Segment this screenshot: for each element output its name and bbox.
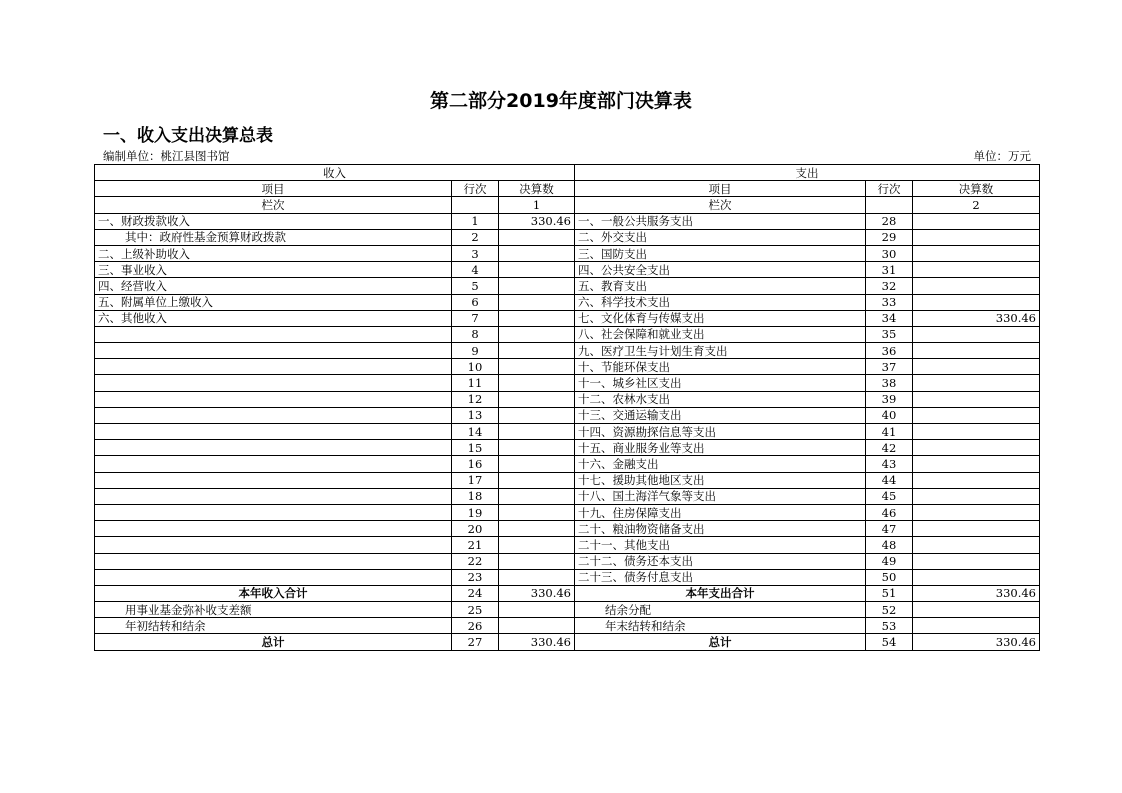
income-amount: [499, 359, 575, 375]
section-title: 一、收入支出决算总表: [103, 126, 273, 146]
table-row: [95, 472, 1040, 488]
income-item-label: 三、事业收入: [95, 262, 452, 278]
expense-amount: [913, 569, 1040, 585]
budget-summary-table: [94, 164, 1040, 651]
income-row-number: 13: [452, 407, 499, 423]
income-item-label: 六、其他收入: [95, 310, 452, 326]
income-item-label: [95, 424, 452, 440]
income-row-number: 5: [452, 278, 499, 294]
income-row-number: 9: [452, 343, 499, 359]
income-amount: [499, 618, 575, 634]
expense-row-number: 43: [866, 456, 913, 472]
table-row: [95, 294, 1040, 310]
income-amount: 330.46: [499, 585, 575, 601]
income-item-label: 用事业基金弥补收支差额: [95, 602, 452, 618]
expense-amount: [913, 440, 1040, 456]
income-amount: [499, 424, 575, 440]
income-row-number: 2: [452, 229, 499, 245]
income-amount: [499, 569, 575, 585]
expense-item-label: 二、外交支出: [575, 229, 866, 245]
income-item-label: 年初结转和结余: [95, 618, 452, 634]
table-row: [95, 262, 1040, 278]
expense-item-label: 十六、金融支出: [575, 456, 866, 472]
expense-item-label: 七、文化体育与传媒支出: [575, 310, 866, 326]
expense-amount: 330.46: [913, 585, 1040, 601]
income-amount: [499, 294, 575, 310]
income-amount: [499, 229, 575, 245]
income-item-header: 项目: [95, 181, 452, 197]
expense-amount-header: 决算数: [913, 181, 1040, 197]
table-row: [95, 569, 1040, 585]
expense-item-label: 八、社会保障和就业支出: [575, 326, 866, 342]
income-item-label: [95, 553, 452, 569]
income-row-number: 20: [452, 521, 499, 537]
income-item-label: [95, 569, 452, 585]
income-item-label: 总计: [95, 634, 452, 650]
income-amount: [499, 472, 575, 488]
expense-header: 支出: [575, 165, 1040, 181]
income-amount: [499, 310, 575, 326]
income-amount: 330.46: [499, 634, 575, 650]
expense-row-number: 42: [866, 440, 913, 456]
table-row: [95, 213, 1040, 229]
income-row-number: 12: [452, 391, 499, 407]
expense-item-label: 总计: [575, 634, 866, 650]
expense-item-label: 九、医疗卫生与计划生育支出: [575, 343, 866, 359]
expense-item-label: 十一、城乡社区支出: [575, 375, 866, 391]
income-item-label: [95, 343, 452, 359]
income-row-number: 17: [452, 472, 499, 488]
expense-amount: [913, 375, 1040, 391]
income-row-number: 1: [452, 213, 499, 229]
expense-amount: [913, 262, 1040, 278]
income-amount-header: 决算数: [499, 181, 575, 197]
income-row-number: 8: [452, 326, 499, 342]
expense-amount: [913, 472, 1040, 488]
expense-amount: 330.46: [913, 634, 1040, 650]
income-amount: [499, 343, 575, 359]
expense-amount: [913, 553, 1040, 569]
expense-item-label: 十四、资源勘探信息等支出: [575, 424, 866, 440]
expense-row-number: 40: [866, 407, 913, 423]
expense-amount: [913, 278, 1040, 294]
compiling-unit: 编制单位：桃江县图书馆: [103, 149, 230, 163]
income-item-label: [95, 472, 452, 488]
expense-item-label: 一、一般公共服务支出: [575, 213, 866, 229]
income-header: 收入: [95, 165, 575, 181]
income-row-number: 11: [452, 375, 499, 391]
expense-row-number: 48: [866, 537, 913, 553]
income-amount: [499, 553, 575, 569]
expense-item-label: 二十一、其他支出: [575, 537, 866, 553]
income-item-label: 一、财政拨款收入: [95, 213, 452, 229]
expense-col-number: 2: [913, 197, 1040, 213]
expense-amount: [913, 537, 1040, 553]
income-item-label: [95, 359, 452, 375]
expense-row-number: 30: [866, 245, 913, 261]
empty-cell: [866, 197, 913, 213]
table-row: [95, 310, 1040, 326]
income-row-number: 6: [452, 294, 499, 310]
expense-amount: [913, 521, 1040, 537]
expense-row-number: 34: [866, 310, 913, 326]
income-item-label: [95, 488, 452, 504]
expense-amount: [913, 326, 1040, 342]
expense-item-label: 十九、住房保障支出: [575, 504, 866, 520]
income-amount: [499, 245, 575, 261]
table-row: [95, 553, 1040, 569]
expense-row-number: 44: [866, 472, 913, 488]
table-row: [95, 343, 1040, 359]
income-amount: [499, 504, 575, 520]
income-item-label: 四、经营收入: [95, 278, 452, 294]
income-item-label: [95, 456, 452, 472]
header-row-sections: [95, 165, 1040, 181]
table-row: [95, 521, 1040, 537]
income-amount: [499, 407, 575, 423]
expense-item-label: 十、节能环保支出: [575, 359, 866, 375]
table-row: [95, 245, 1040, 261]
table-row: [95, 229, 1040, 245]
table-row: [95, 488, 1040, 504]
income-amount: [499, 375, 575, 391]
expense-col-label: 栏次: [575, 197, 866, 213]
expense-row-number: 33: [866, 294, 913, 310]
income-amount: [499, 262, 575, 278]
table-row: [95, 278, 1040, 294]
income-item-label: [95, 407, 452, 423]
income-item-label: [95, 375, 452, 391]
table-row: [95, 602, 1040, 618]
expense-row-number: 39: [866, 391, 913, 407]
table-row: [95, 618, 1040, 634]
expense-amount: [913, 391, 1040, 407]
income-col-number: 1: [499, 197, 575, 213]
income-amount: [499, 391, 575, 407]
expense-item-label: 四、公共安全支出: [575, 262, 866, 278]
income-amount: [499, 488, 575, 504]
expense-item-label: 结余分配: [575, 602, 866, 618]
expense-item-label: 二十、粮油物资储备支出: [575, 521, 866, 537]
income-amount: [499, 440, 575, 456]
expense-amount: [913, 602, 1040, 618]
expense-amount: [913, 618, 1040, 634]
income-row-number: 19: [452, 504, 499, 520]
income-row-number: 3: [452, 245, 499, 261]
income-amount: [499, 537, 575, 553]
expense-item-label: 十八、国土海洋气象等支出: [575, 488, 866, 504]
expense-amount: [913, 488, 1040, 504]
expense-row-number: 32: [866, 278, 913, 294]
income-row-number: 4: [452, 262, 499, 278]
income-item-label: [95, 504, 452, 520]
expense-amount: [913, 343, 1040, 359]
income-amount: [499, 278, 575, 294]
expense-row-number: 45: [866, 488, 913, 504]
table-row: [95, 407, 1040, 423]
expense-row-number: 51: [866, 585, 913, 601]
expense-amount: [913, 229, 1040, 245]
expense-row-number: 52: [866, 602, 913, 618]
income-rowno-header: 行次: [452, 181, 499, 197]
table-row: [95, 456, 1040, 472]
table-row: [95, 634, 1040, 650]
income-row-number: 18: [452, 488, 499, 504]
expense-amount: 330.46: [913, 310, 1040, 326]
expense-item-label: 十五、商业服务业等支出: [575, 440, 866, 456]
header-row-colnums: [95, 197, 1040, 213]
income-item-label: [95, 440, 452, 456]
income-row-number: 21: [452, 537, 499, 553]
expense-item-label: 三、国防支出: [575, 245, 866, 261]
table-row: [95, 391, 1040, 407]
income-item-label: [95, 537, 452, 553]
table-row: [95, 585, 1040, 601]
table-row: [95, 359, 1040, 375]
income-amount: [499, 456, 575, 472]
expense-row-number: 38: [866, 375, 913, 391]
expense-row-number: 29: [866, 229, 913, 245]
income-item-label: 其中：政府性基金预算财政拨款: [95, 229, 452, 245]
expense-row-number: 41: [866, 424, 913, 440]
income-row-number: 22: [452, 553, 499, 569]
expense-item-label: 六、科学技术支出: [575, 294, 866, 310]
income-amount: [499, 602, 575, 618]
expense-amount: [913, 213, 1040, 229]
table-row: [95, 504, 1040, 520]
income-item-label: [95, 521, 452, 537]
table-row: [95, 440, 1040, 456]
expense-item-header: 项目: [575, 181, 866, 197]
expense-amount: [913, 424, 1040, 440]
expense-row-number: 50: [866, 569, 913, 585]
income-amount: [499, 521, 575, 537]
income-item-label: [95, 391, 452, 407]
expense-item-label: 五、教育支出: [575, 278, 866, 294]
expense-amount: [913, 245, 1040, 261]
expense-row-number: 54: [866, 634, 913, 650]
income-item-label: 二、上级补助收入: [95, 245, 452, 261]
expense-row-number: 37: [866, 359, 913, 375]
income-item-label: 本年收入合计: [95, 585, 452, 601]
header-row-columns: [95, 181, 1040, 197]
expense-amount: [913, 456, 1040, 472]
table-row: [95, 375, 1040, 391]
expense-row-number: 47: [866, 521, 913, 537]
income-item-label: [95, 326, 452, 342]
income-amount: [499, 326, 575, 342]
expense-row-number: 46: [866, 504, 913, 520]
expense-row-number: 53: [866, 618, 913, 634]
expense-amount: [913, 407, 1040, 423]
income-row-number: 26: [452, 618, 499, 634]
expense-amount: [913, 294, 1040, 310]
expense-item-label: 十二、农林水支出: [575, 391, 866, 407]
expense-item-label: 二十三、债务付息支出: [575, 569, 866, 585]
income-row-number: 15: [452, 440, 499, 456]
expense-amount: [913, 359, 1040, 375]
expense-row-number: 31: [866, 262, 913, 278]
income-row-number: 27: [452, 634, 499, 650]
expense-row-number: 35: [866, 326, 913, 342]
income-row-number: 10: [452, 359, 499, 375]
income-amount: 330.46: [499, 213, 575, 229]
income-row-number: 14: [452, 424, 499, 440]
income-row-number: 24: [452, 585, 499, 601]
currency-unit: 单位：万元: [973, 149, 1031, 163]
expense-rowno-header: 行次: [866, 181, 913, 197]
expense-item-label: 二十二、债务还本支出: [575, 553, 866, 569]
income-row-number: 16: [452, 456, 499, 472]
income-item-label: 五、附属单位上缴收入: [95, 294, 452, 310]
expense-row-number: 28: [866, 213, 913, 229]
page-title: 第二部分2019年度部门决算表: [430, 90, 692, 112]
expense-amount: [913, 504, 1040, 520]
income-row-number: 7: [452, 310, 499, 326]
table-row: [95, 326, 1040, 342]
table-row: [95, 537, 1040, 553]
income-row-number: 25: [452, 602, 499, 618]
expense-item-label: 十三、交通运输支出: [575, 407, 866, 423]
empty-cell: [452, 197, 499, 213]
income-row-number: 23: [452, 569, 499, 585]
expense-item-label: 十七、援助其他地区支出: [575, 472, 866, 488]
table-row: [95, 424, 1040, 440]
expense-row-number: 36: [866, 343, 913, 359]
expense-item-label: 本年支出合计: [575, 585, 866, 601]
income-col-label: 栏次: [95, 197, 452, 213]
expense-item-label: 年末结转和结余: [575, 618, 866, 634]
expense-row-number: 49: [866, 553, 913, 569]
